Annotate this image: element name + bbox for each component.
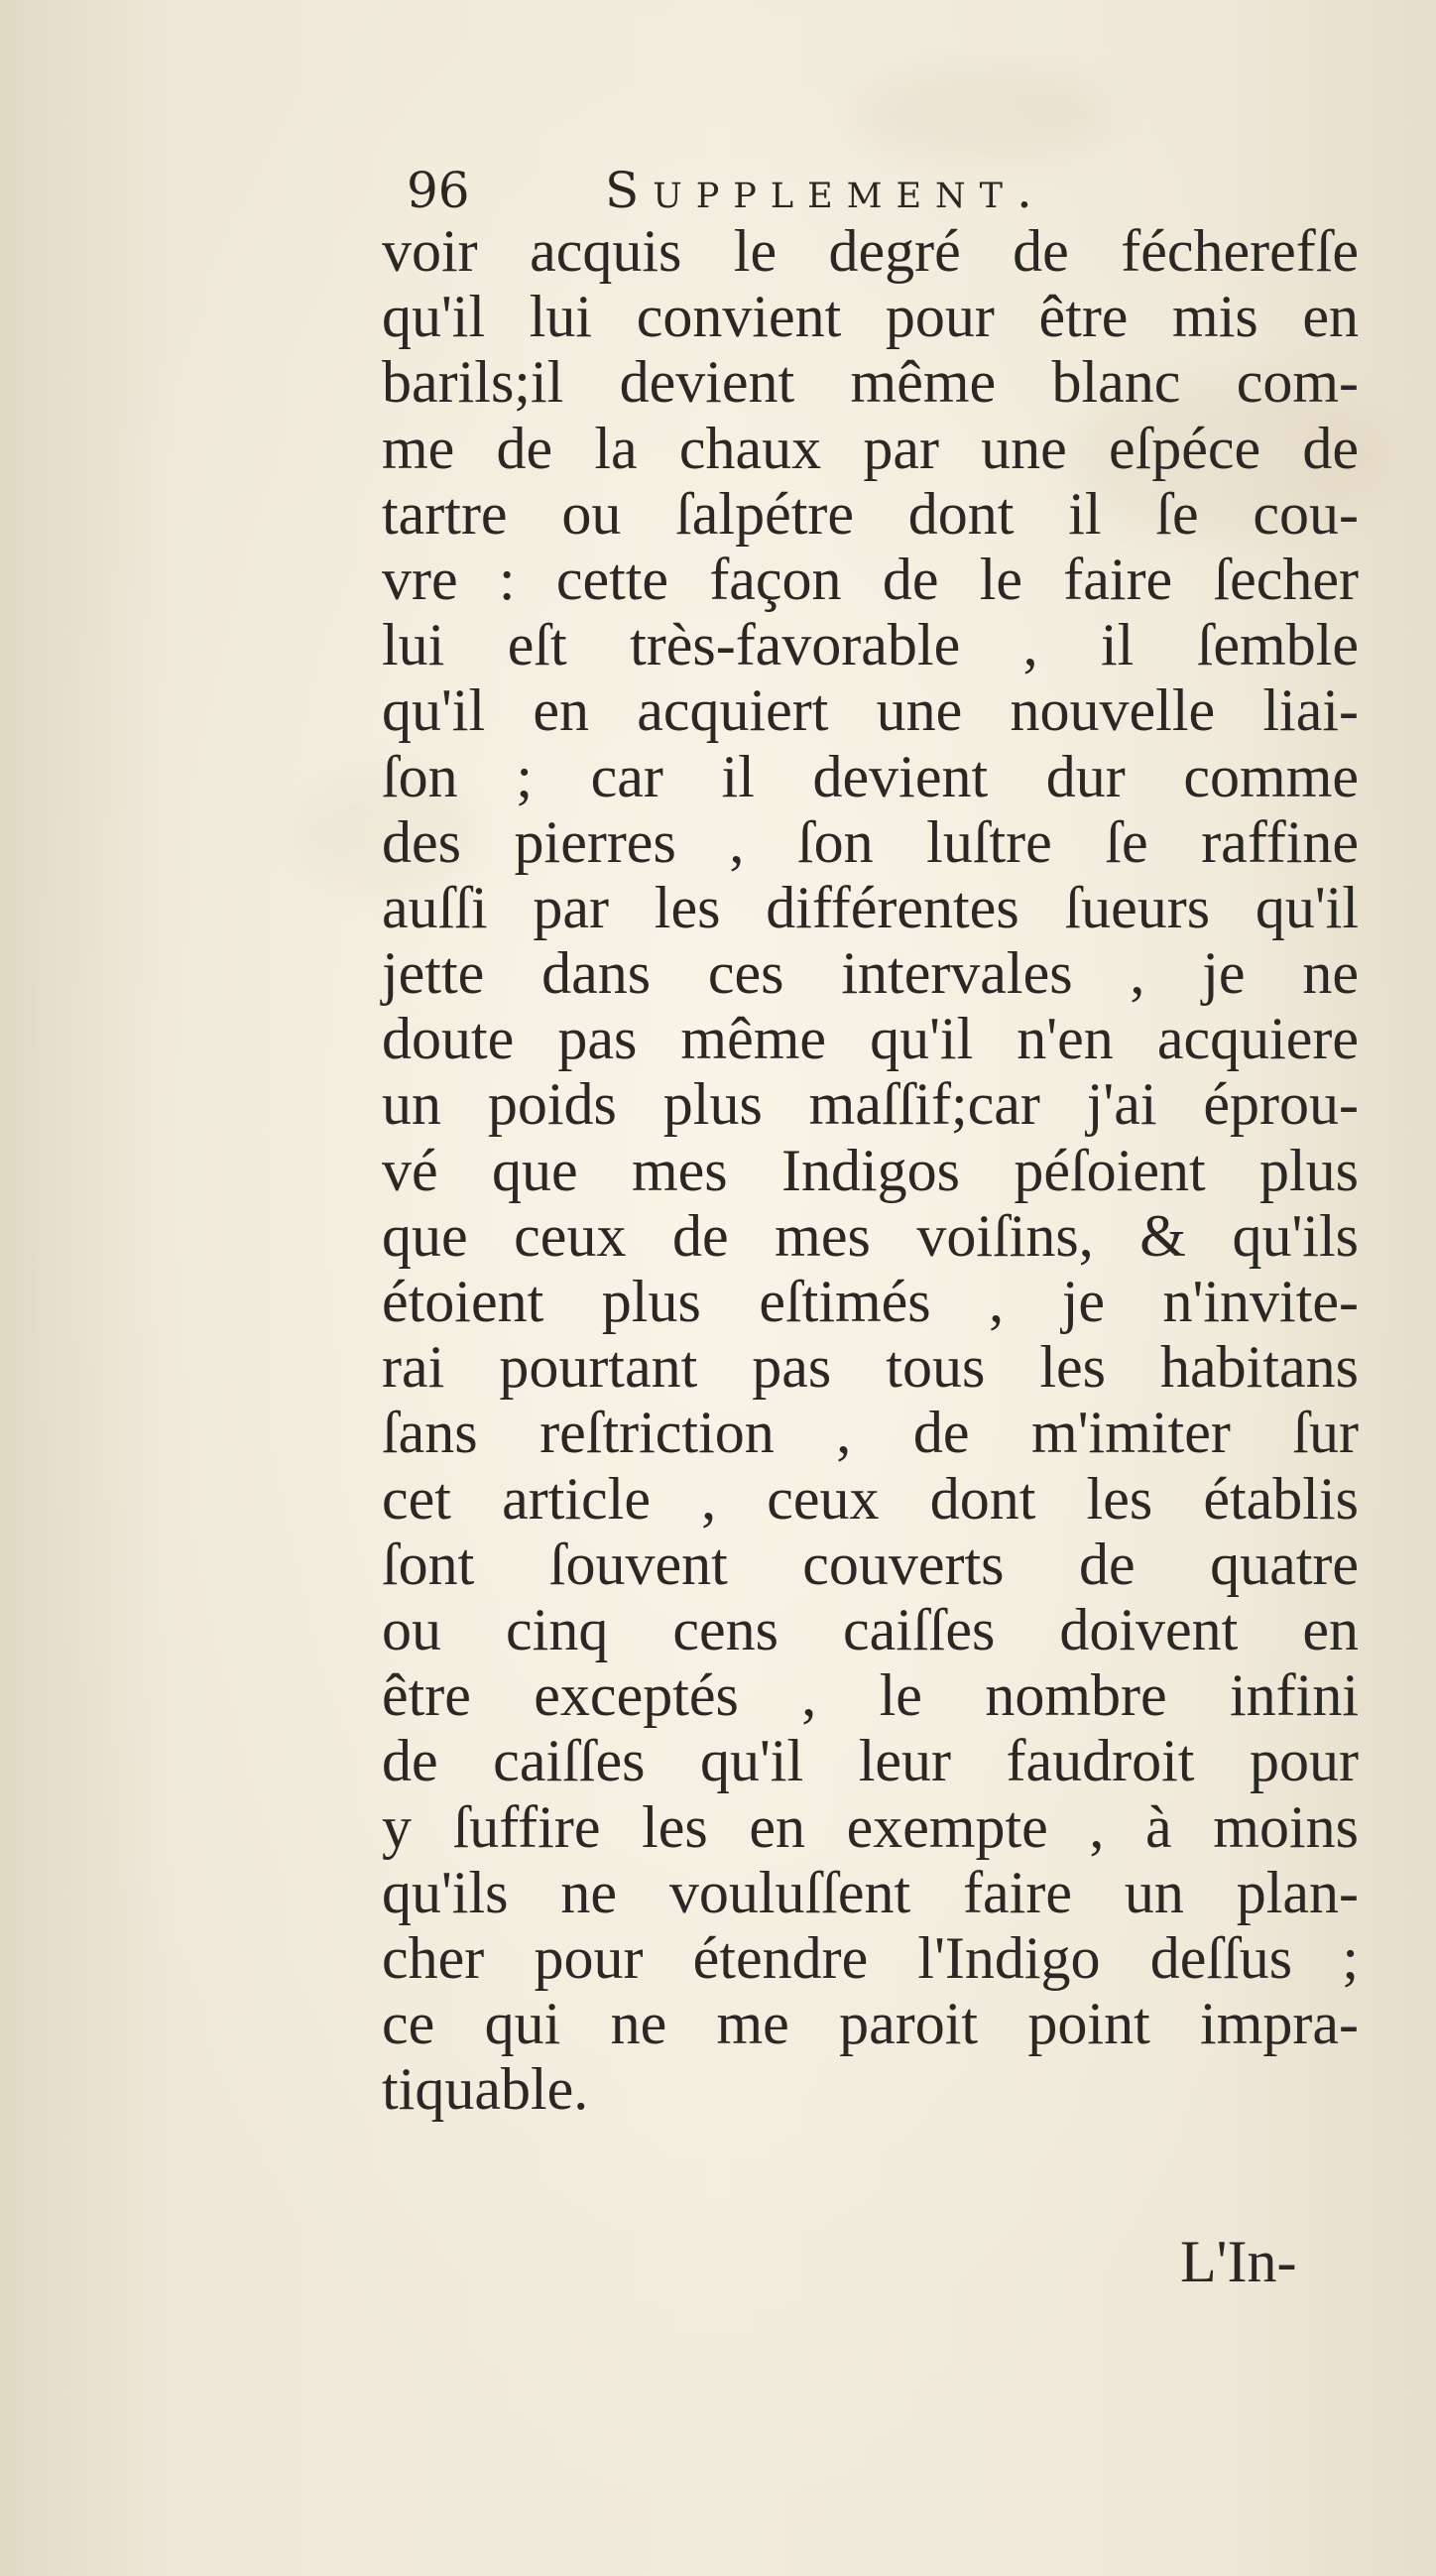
text-line: cher pour étendre l'Indigo deſſus ;	[382, 1924, 1359, 1991]
running-head-title: Supplement.	[605, 162, 1046, 219]
text-line: un poids plus maſſif;car j'ai éprou-	[382, 1071, 1359, 1138]
text-line: de caiſſes qu'il leur faudroit pour	[382, 1728, 1359, 1794]
text-line: ſans reſtriction , de m'imiter ſur	[382, 1400, 1359, 1466]
text-line: vre : cette façon de le faire ſecher	[382, 546, 1359, 612]
text-line: auſſi par les différentes ſueurs qu'il	[382, 874, 1359, 940]
page-number: 96	[407, 162, 470, 219]
text-line: ſon ; car il devient dur comme	[382, 743, 1359, 809]
text-line: qu'il en acquiert une nouvelle liai-	[382, 677, 1359, 744]
text-line: que ceux de mes voiſins, & qu'ils	[382, 1202, 1359, 1269]
text-line: me de la chaux par une eſpéce de	[382, 415, 1359, 481]
text-line: tartre ou ſalpétre dont il ſe cou-	[382, 480, 1359, 547]
text-line: jette dans ces intervales , je ne	[382, 940, 1359, 1007]
paper-stain	[853, 69, 1111, 159]
text-line: qu'ils ne vouluſſent faire un plan-	[382, 1859, 1359, 1925]
text-line: rai pourtant pas tous les habitans	[382, 1334, 1359, 1401]
text-line: cet article , ceux dont les établis	[382, 1465, 1359, 1532]
text-line: doute pas même qu'il n'en acquiere	[382, 1006, 1359, 1072]
text-line: ce qui ne me paroit point impra-	[382, 1991, 1359, 2057]
text-line: être exceptés , le nombre infini	[382, 1662, 1359, 1729]
text-line: étoient plus eſtimés , je n'invite-	[382, 1269, 1359, 1334]
text-line: ou cinq cens caiſſes doivent en	[382, 1596, 1359, 1662]
text-line: barils;il devient même blanc com-	[382, 349, 1359, 416]
text-line: voir acquis le degré de fécherefſe	[382, 218, 1359, 284]
body-text	[382, 218, 1359, 2122]
text-line: des pierres , ſon luſtre ſe raffine	[382, 808, 1359, 875]
text-line: tiquable.	[382, 2056, 589, 2123]
text-line: qu'il lui convient pour être mis en	[382, 284, 1359, 350]
text-line: ſont ſouvent couverts de quatre	[382, 1531, 1359, 1597]
text-line: y ſuffire les en exempte , à moins	[382, 1793, 1359, 1860]
text-line: lui eſt très-favorable , il ſemble	[382, 612, 1359, 678]
text-line: vé que mes Indigos péſoient plus	[382, 1137, 1359, 1203]
catchword: L'In-	[1180, 2229, 1297, 2294]
